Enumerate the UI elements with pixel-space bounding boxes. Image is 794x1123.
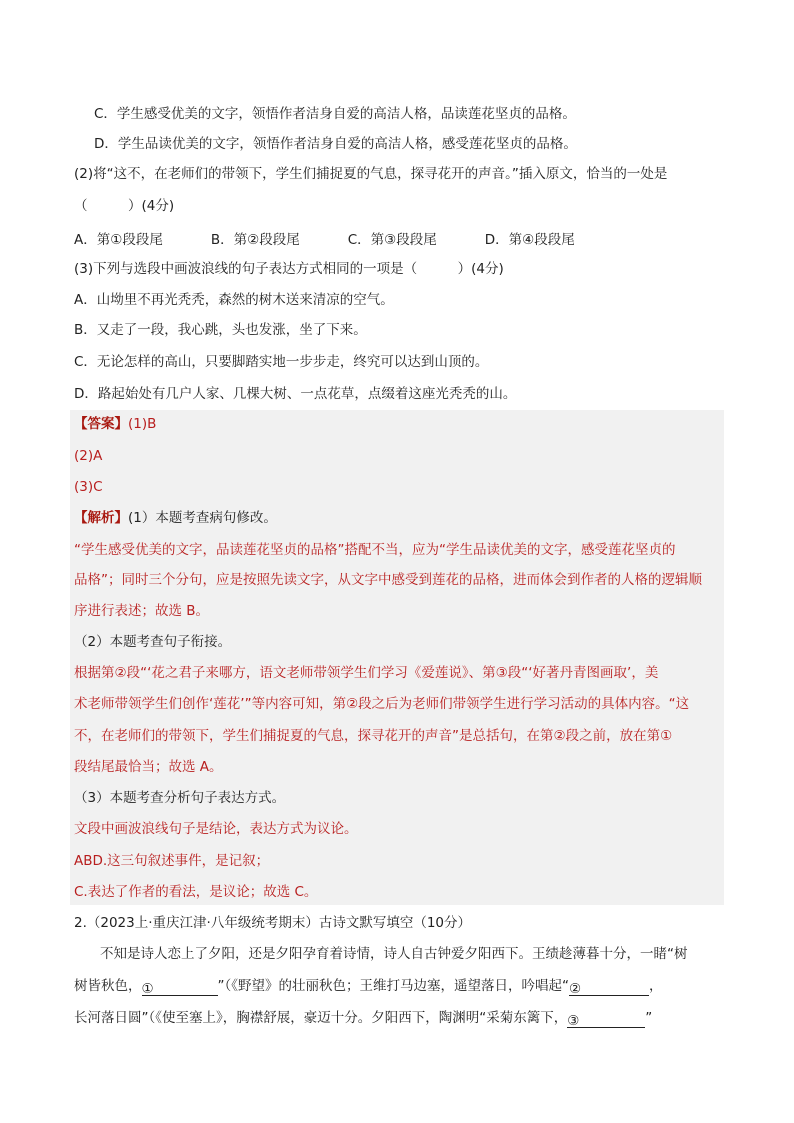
q1-part3-option-d: D．路起始处有几户人家、几棵大树、一点花草，点缀着这座光秃秃的山。 xyxy=(74,386,517,402)
q2-line-2-text-b: ”（《野望》的壮丽秋色；王维打马边塞，遥望落日，吟唱起“ xyxy=(217,978,569,994)
q1-part3-option-c: C．无论怎样的高山，只要脚踏实地一步步走，终究可以达到山顶的。 xyxy=(74,354,489,370)
analysis-part3-title: （3）本题考查分析句子表达方式。 xyxy=(74,790,286,806)
answer-1: (1)B xyxy=(128,416,157,432)
q1-part2-option-b: B．第②段段尾 xyxy=(210,232,300,248)
analysis-part2-line-3: 不，在老师们的带领下，学生们捕捉夏的气息，探寻花开的声音”是总括句，在第②段之前，放在第① xyxy=(74,728,673,744)
q2-line-3-text-b: ” xyxy=(645,1010,653,1026)
q1-part2-option-d: D．第④段段尾 xyxy=(484,232,575,248)
analysis-part3-line-2: ABD.这三句叙述事件，是记叙； xyxy=(74,853,270,869)
answer-line-1 xyxy=(74,414,156,434)
q1-part3-stem: (3)下列与选段中画波浪线的句子表达方式相同的一项是（ ）(4分) xyxy=(74,261,504,277)
analysis-label: 【解析】 xyxy=(74,510,128,526)
answer-label: 【答案】 xyxy=(74,416,128,432)
q2-header: 2.（2023上·重庆江津·八年级统考期末）古诗文默写填空（10分） xyxy=(74,915,471,931)
q2-line-2-text-c: ， xyxy=(649,978,663,994)
q2-line-3 xyxy=(74,1008,652,1028)
answer-3: (3)C xyxy=(74,479,103,495)
blank-1[interactable] xyxy=(142,979,218,996)
analysis-part1-line-3: 序进行表述；故选 B。 xyxy=(74,603,210,619)
q1-option-c: C．学生感受优美的文字，领悟作者洁身自爱的高洁人格，品读莲花坚贞的品格。 xyxy=(94,106,576,122)
answer-2: (2)A xyxy=(74,448,103,464)
analysis-line-1 xyxy=(74,508,277,528)
q2-line-1: 不知是诗人恋上了夕阳，还是夕阳孕育着诗情，诗人自古钟爱夕阳西下。王绩趁薄暮十分，一睹“树 xyxy=(100,946,688,962)
q1-part2-stem: (2)将“这不，在老师们的带领下，学生们捕捉夏的气息，探寻花开的声音。”插入原文，恰当的一处是 xyxy=(74,166,668,182)
q1-part2-option-c: C．第③段段尾 xyxy=(347,232,437,248)
analysis-part2-title: （2）本题考查句子衔接。 xyxy=(74,634,232,650)
q1-part2-score: （ ）(4分) xyxy=(74,198,175,214)
blank-3-marker: ③ xyxy=(567,1013,580,1029)
blank-1-marker: ① xyxy=(141,981,154,997)
analysis-part2-line-4: 段结尾最恰当；故选 A。 xyxy=(74,759,223,775)
q2-line-3-text-a: 长河落日圆”（《使至塞上》，胸襟舒展，豪迈十分。夕阳西下，陶渊明“采菊东篱下， xyxy=(74,1010,568,1026)
analysis-part1-line-2: 品格”；同时三个分句，应是按照先读文字，从文字中感受到莲花的品格，进而体会到作者的人格的逻辑顺 xyxy=(74,572,702,588)
blank-2[interactable] xyxy=(569,979,649,996)
analysis-part2-line-1: 根据第②段“‘花之君子来哪方，语文老师带领学生们学习《爱莲说》、第③段“‘好著丹青图画取’，美 xyxy=(74,665,659,681)
q1-part2-option-a: A．第①段段尾 xyxy=(74,232,163,248)
blank-3[interactable] xyxy=(567,1011,645,1028)
q2-line-2 xyxy=(74,976,663,996)
blank-2-marker: ② xyxy=(569,981,582,997)
q1-part2-options xyxy=(74,228,694,248)
q1-part3-option-b: B．又走了一段，我心跳，头也发涨，坐了下来。 xyxy=(74,322,367,338)
analysis-part3-line-3: C.表达了作者的看法，是议论；故选 C。 xyxy=(74,884,318,900)
analysis-part3-line-1: 文段中画波浪线句子是结论，表达方式为议论。 xyxy=(74,821,358,837)
analysis-part1-title: (1）本题考查病句修改。 xyxy=(128,510,277,526)
q2-line-2-text-a: 树皆秋色， xyxy=(74,978,142,994)
q1-part3-option-a: A．山坳里不再光秃秃，森然的树木送来清凉的空气。 xyxy=(74,292,394,308)
q1-option-d: D．学生品读优美的文字，领悟作者洁身自爱的高洁人格，感受莲花坚贞的品格。 xyxy=(94,136,577,152)
analysis-part1-line-1: “学生感受优美的文字，品读莲花坚贞的品格”搭配不当，应为“学生品读优美的文字，感受莲花坚贞的 xyxy=(74,542,676,558)
analysis-part2-line-2: 术老师带领学生们创作‘莲花’”等内容可知，第②段之后为老师们带领学生进行学习活动的具体内容。“这 xyxy=(74,696,690,712)
